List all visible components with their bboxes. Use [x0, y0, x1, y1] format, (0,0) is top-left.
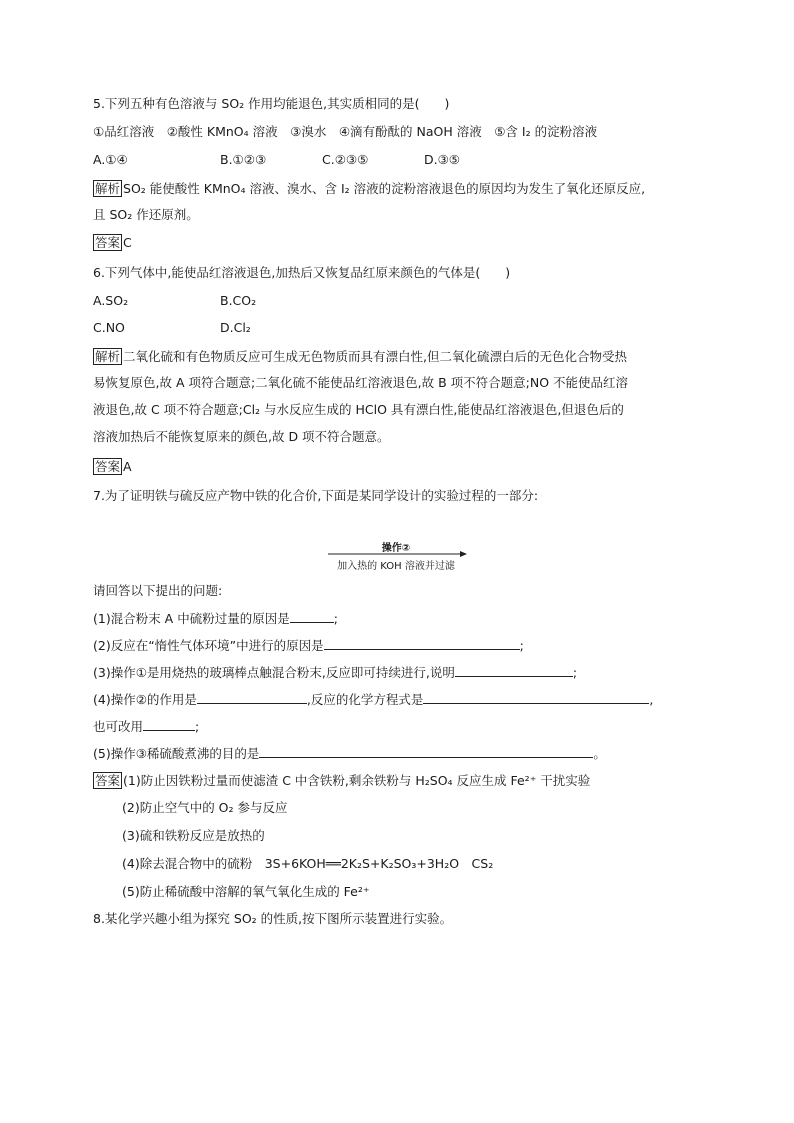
- q6-analysis-text-1: 二氧化硫和有色物质反应可生成无色物质而具有漂白性,但二氧化硫漂白后的无色化合物受热: [123, 349, 627, 364]
- q6-answer-value: A: [123, 459, 132, 474]
- q6-analysis-text-4: 溶液加热后不能恢复原来的颜色,故 D 项不符合题意。: [93, 429, 390, 444]
- q6-options-row-2: [93, 320, 393, 336]
- q6-option-c: C.NO: [93, 320, 125, 335]
- q5-option-a: A.①④: [93, 152, 128, 167]
- q7-answer-1: (1)防止因铁粉过量而使滤渣 C 中含铁粉,剩余铁粉与 H₂SO₄ 反应生成 Fe²⁺ 干扰实验: [123, 773, 591, 788]
- q7-answer: [93, 772, 590, 789]
- operation-arrow-diagram: [328, 539, 468, 573]
- q7-sub4-text-c: 也可改用: [93, 719, 144, 734]
- q7-sub2-text: (2)反应在“惰性气体环境”中进行的原因是: [93, 638, 324, 653]
- diagram-bottom-label: 加入热的 KOH 溶液并过滤: [337, 561, 455, 572]
- q5-option-b: B.①②③: [220, 152, 267, 167]
- q6-answer: [93, 458, 132, 475]
- q7-sub2: (2)反应在“惰性气体环境”中进行的原因是 ;: [93, 638, 524, 653]
- answer-blank[interactable]: [290, 610, 334, 623]
- q5-stem: 5.下列五种有色溶液与 SO₂ 作用均能退色,其实质相同的是( ): [93, 96, 450, 111]
- q7-sub1-text: (1)混合粉末 A 中硫粉过量的原因是: [93, 611, 290, 626]
- q7-sub3: (3)操作①是用烧热的玻璃棒点触混合粉末,反应即可持续进行,说明 ;: [93, 665, 578, 680]
- answer-label: 答案: [95, 773, 121, 788]
- q7-stem: 7.为了证明铁与硫反应产物中铁的化合价,下面是某同学设计的实验过程的一部分:: [93, 488, 539, 503]
- q5-analysis-text-1: SO₂ 能使酸性 KMnO₄ 溶液、溴水、含 I₂ 溶液的淀粉溶液退色的原因均为发生了氧化还原反应,: [123, 181, 646, 196]
- q7-answer-4: (4)除去混合物中的硫粉 3S+6KOH══2K₂S+K₂SO₃+3H₂O CS₂: [122, 856, 494, 871]
- diagram-top-label: 操作②: [381, 543, 411, 554]
- answer-blank[interactable]: [324, 637, 520, 650]
- q5-items: ①品红溶液 ②酸性 KMnO₄ 溶液 ③溴水 ④滴有酚酞的 NaOH 溶液 ⑤含 I₂ 的淀粉溶液: [93, 124, 598, 139]
- q6-analysis-text-3: 液退色,故 C 项不符合题意;Cl₂ 与水反应生成的 HClO 具有漂白性,能使品红溶液退色,但退色后的: [93, 402, 624, 417]
- answer-label: 答案: [95, 235, 121, 250]
- q7-answer-2: (2)防止空气中的 O₂ 参与反应: [122, 800, 288, 815]
- q6-option-b: B.CO₂: [220, 293, 257, 308]
- analysis-label: 解析: [95, 181, 121, 196]
- q5-analysis: [93, 180, 645, 197]
- answer-blank[interactable]: [423, 691, 649, 704]
- answer-blank[interactable]: [143, 718, 195, 731]
- q7-sub4-cont: 也可改用 ;: [93, 719, 200, 734]
- q7-answer-5: (5)防止稀硫酸中溶解的氧气氧化生成的 Fe²⁺: [122, 884, 370, 899]
- answer-blank[interactable]: [455, 664, 573, 677]
- answer-blank[interactable]: [259, 745, 593, 758]
- q7-sub4-text-b: ,反应的化学方程式是: [306, 692, 424, 707]
- q5-option-c: C.②③⑤: [322, 152, 369, 167]
- analysis-label: 解析: [95, 349, 121, 364]
- q6-stem: 6.下列气体中,能使品红溶液退色,加热后又恢复品红原来颜色的气体是( ): [93, 265, 511, 280]
- answer-blank[interactable]: [197, 691, 307, 704]
- q6-option-d: D.Cl₂: [220, 320, 251, 335]
- q5-option-d: D.③⑤: [424, 152, 461, 167]
- q7-prompt: 请回答以下提出的问题:: [93, 583, 223, 598]
- q5-answer: [93, 234, 132, 251]
- q7-sub1: (1)混合粉末 A 中硫粉过量的原因是 ;: [93, 611, 338, 626]
- q7-sub4-text-a: (4)操作②的作用是: [93, 692, 197, 707]
- q7-sub4: (4)操作②的作用是 ,反应的化学方程式是 ,: [93, 692, 654, 707]
- q6-analysis-text-2: 易恢复原色,故 A 项符合题意;二氧化硫不能使品红溶液退色,故 B 项不符合题意;NO 不能使品红溶: [93, 375, 629, 390]
- q6-analysis: [93, 348, 627, 365]
- q5-options: [93, 152, 593, 168]
- q5-analysis-text-2: 且 SO₂ 作还原剂。: [93, 207, 199, 222]
- q5-answer-value: C: [123, 235, 132, 250]
- q7-answer-3: (3)硫和铁粉反应是放热的: [122, 828, 265, 843]
- q7-sub5-text: (5)操作③稀硫酸煮沸的目的是: [93, 746, 260, 761]
- q6-options-row-1: [93, 293, 393, 309]
- q7-sub3-text: (3)操作①是用烧热的玻璃棒点触混合粉末,反应即可持续进行,说明: [93, 665, 455, 680]
- answer-label: 答案: [95, 459, 121, 474]
- q6-option-a: A.SO₂: [93, 293, 129, 308]
- q7-sub5: (5)操作③稀硫酸煮沸的目的是 。: [93, 746, 606, 761]
- q8-stem: 8.某化学兴趣小组为探究 SO₂ 的性质,按下图所示装置进行实验。: [93, 911, 453, 926]
